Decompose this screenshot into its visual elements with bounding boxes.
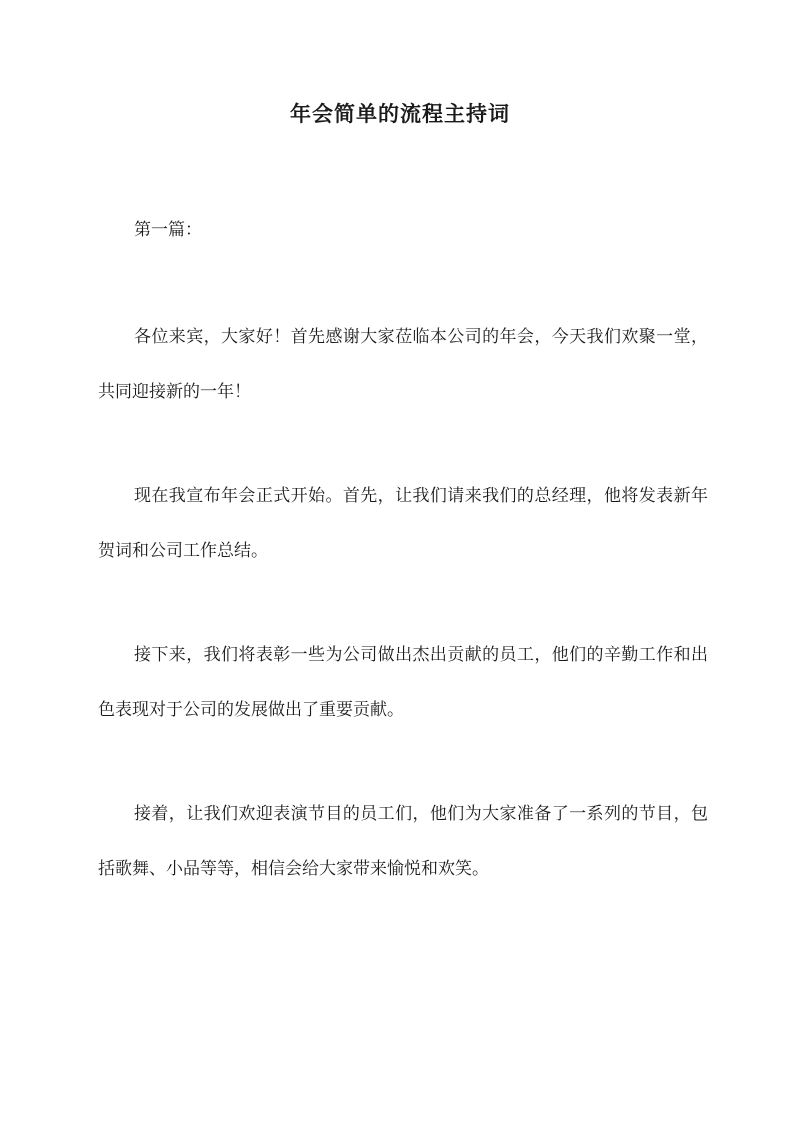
paragraph-1: 各位来宾，大家好！首先感谢大家莅临本公司的年会，今天我们欢聚一堂，共同迎接新的一年！ [98,327,708,402]
section-label: 第一篇： [134,220,202,240]
document-title: 年会简单的流程主持词 [290,101,510,126]
paragraph-3: 接下来，我们将表彰一些为公司做出杰出贡献的员工，他们的辛勤工作和出色表现对于公司的发展做出了重要贡献。 [98,645,708,720]
paragraph-4: 接着，让我们欢迎表演节目的员工们，他们为大家准备了一系列的节目，包括歌舞、小品等等，相信会给大家带来愉悦和欢笑。 [98,804,708,879]
paragraph-2: 现在我宣布年会正式开始。首先，让我们请来我们的总经理，他将发表新年贺词和公司工作总结。 [98,486,708,561]
